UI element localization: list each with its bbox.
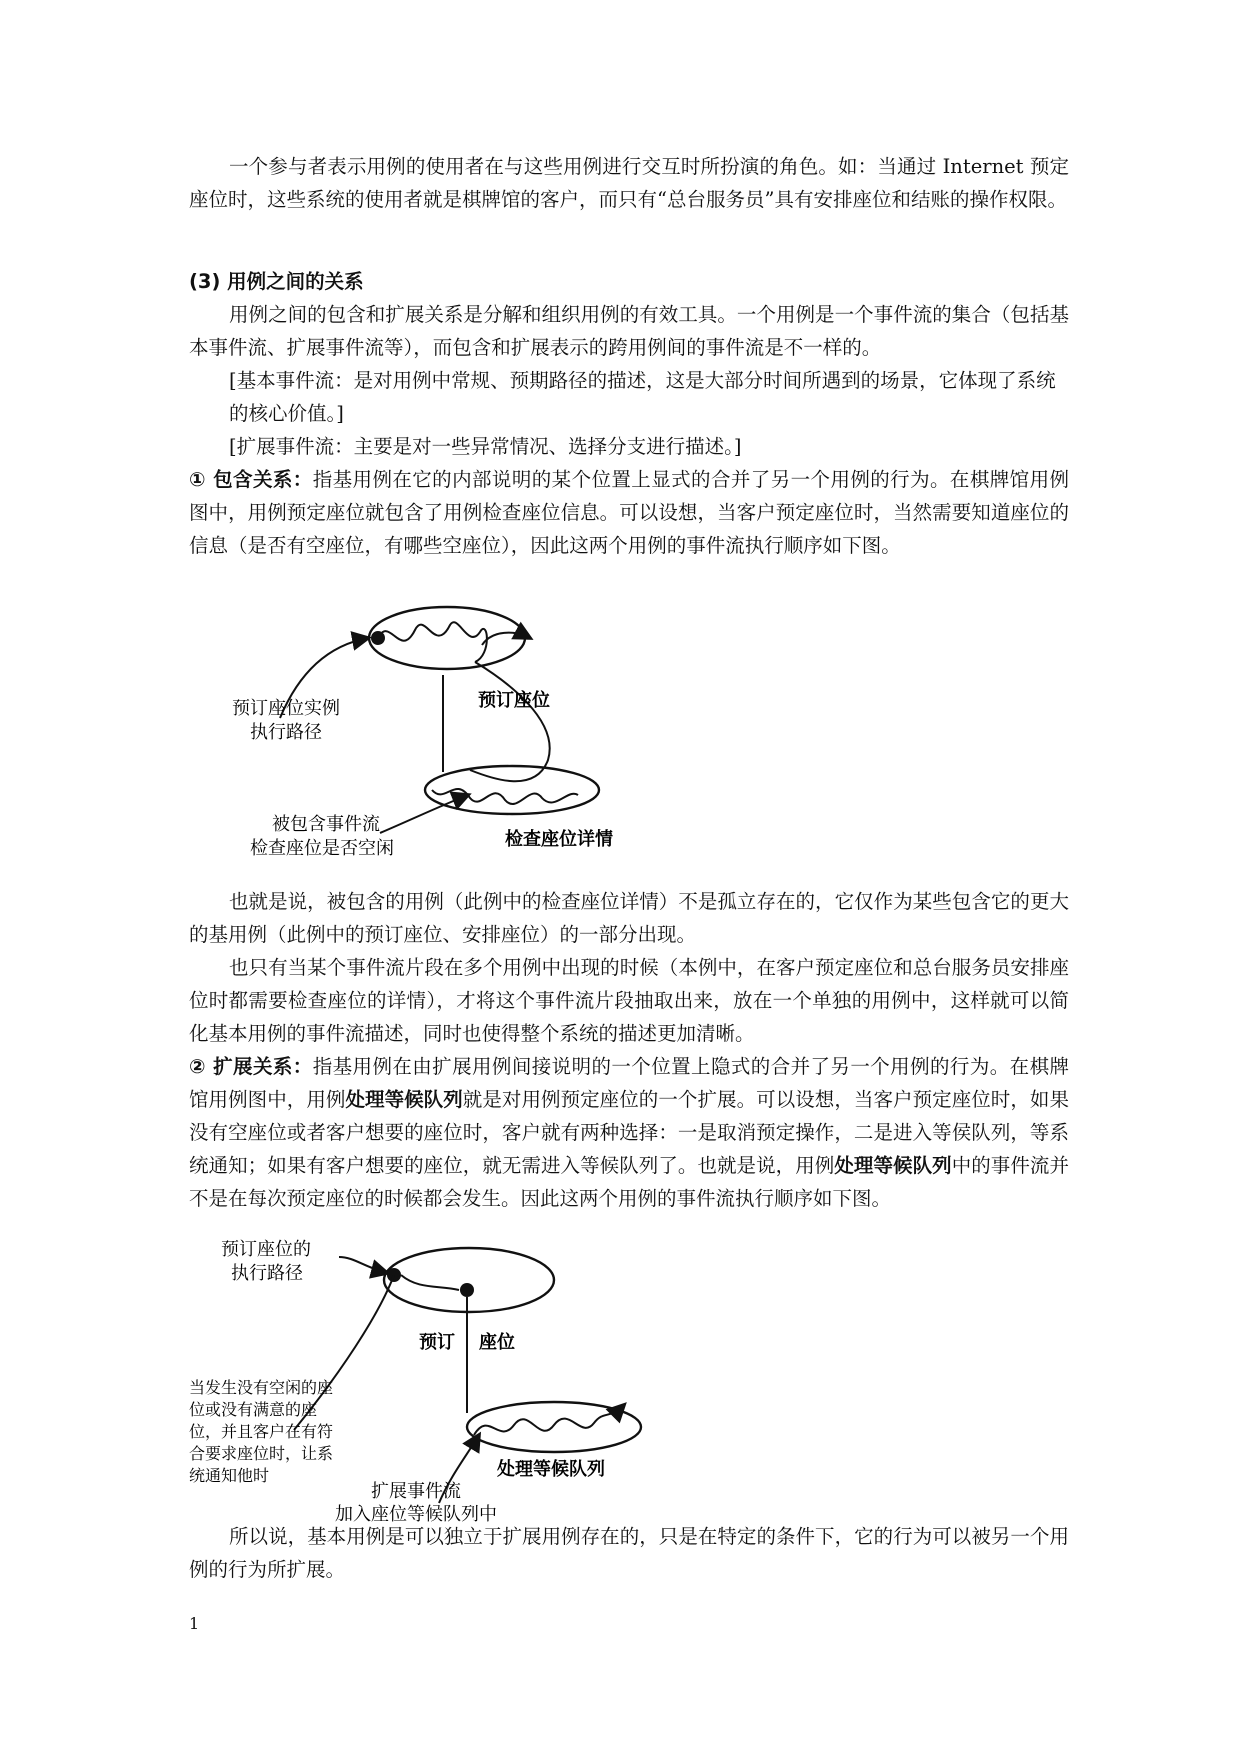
extend-text-3: 中的事件流并不是在每次预定座位的时候都会发生。因此这两个用例的事件流执行顺序如下图。: [189, 1154, 1069, 1210]
include-paragraph: [189, 463, 1069, 562]
included-label-2: 检查座位是否空闲: [250, 838, 394, 859]
base-usecase-label: 预订座位: [478, 690, 550, 711]
page-number: 1: [189, 1614, 200, 1633]
extended-flow-note: [扩展事件流：主要是对一些异常情况、选择分支进行描述。]: [229, 435, 742, 458]
outer-connector: [470, 662, 550, 781]
extension-usecase-label: 处理等候队列: [497, 1459, 605, 1480]
condition-line-2: 位或没有满意的座: [189, 1400, 318, 1419]
section-heading: (3) 用例之间的关系: [189, 270, 364, 293]
base-flow-path: [378, 622, 487, 662]
condition-line-5: 统通知他时: [189, 1466, 270, 1485]
included-label-1: 被包含事件流: [272, 814, 380, 835]
include-after-1: 也就是说，被包含的用例（此例中的检查座位详情）不是孤立存在的，它仅作为某些包含它的更大的基用例（此例中的预订座位、安排座位）的一部分出现。: [189, 890, 1069, 946]
included-usecase-label: 检查座位详情: [505, 829, 613, 850]
extend-diagram: [189, 1235, 669, 1525]
extend-term-2: 处理等候队列: [834, 1154, 952, 1177]
include-after-2: 也只有当某个事件流片段在多个用例中出现的时候（本例中，在客户预定座位和总台服务员安排座位时都需要检查座位的详情），才将这个事件流片段抽取出来，放在一个单独的用例中，这样就可以简化基本用例的事件流描述，同时也使得整个系统的描述更加清晰。: [189, 956, 1069, 1045]
included-flow-arrow: [380, 795, 468, 833]
instance-label-2: 执行路径: [250, 722, 322, 743]
relations-paragraph: 用例之间的包含和扩展关系是分解和组织用例的有效工具。一个用例是一个事件流的集合（包括基本事件流、扩展事件流等），而包含和扩展表示的跨用例间的事件流是不一样的。: [189, 303, 1069, 359]
extend-text-1: 指基用例在由扩展用例间接说明的一个位置上隐式的合并了另一个用例的行为。在棋牌馆用例图中，用例: [189, 1055, 1069, 1111]
ext-flow-label-1: 扩展事件流: [371, 1481, 461, 1502]
ext-flow-label-2: 加入座位等候队列中: [335, 1504, 497, 1525]
extension-point: [460, 1283, 474, 1297]
basic-flow-note: [基本事件流：是对用例中常规、预期路径的描述，这是大部分时间所遇到的场景，它体现了系统的核心价值。]: [229, 369, 1056, 425]
include-text: 指基用例在它的内部说明的某个位置上显式的合并了另一个用例的行为。在棋牌馆用例图中，用例预定座位就包含了用例检查座位信息。可以设想，当客户预定座位时，当然需要知道座位的信息（是否有空座位，有哪些空座位），因此这两个用例的事件流执行顺序如下图。: [189, 468, 1069, 557]
execution-path-arrow: [339, 1257, 387, 1273]
condition-line-1: 当发生没有空闲的座: [189, 1378, 334, 1397]
condition-line-3: 位，并且客户在有符: [189, 1422, 334, 1441]
base-flow-segment: [401, 1275, 459, 1290]
extend-paragraph: [189, 1050, 1069, 1215]
base-label-left: 预订: [419, 1332, 455, 1353]
extend-label: ② 扩展关系：: [189, 1055, 313, 1078]
extension-flow-path: [474, 1405, 624, 1435]
include-diagram: [230, 600, 710, 870]
path-label-2: 执行路径: [231, 1263, 303, 1284]
extend-term: 处理等候队列: [345, 1088, 463, 1111]
base-usecase-ellipse: [369, 607, 525, 669]
intro-paragraph: 一个参与者表示用例的使用者在与这些用例进行交互时所扮演的角色。如：当通过 Internet 预定座位时，这些系统的使用者就是棋牌馆的客户，而只有“总台服务员”具有安排座位和结账的操作权限。: [189, 155, 1069, 211]
extend-text-2: 就是对用例预定座位的一个扩展。可以设想，当客户预定座位时，如果没有空座位或者客户想要的座位时，客户就有两种选择：一是取消预定操作，二是进入等侯队列，等系统通知；如果有客户想要的座位，就无需进入等候队列了。也就是说，用例: [189, 1088, 1069, 1177]
base-label-right: 座位: [479, 1332, 515, 1353]
condition-line-4: 合要求座位时，让系: [189, 1444, 334, 1463]
conclusion-paragraph: 所以说，基本用例是可以独立于扩展用例存在的，只是在特定的条件下，它的行为可以被另一个用例的行为所扩展。: [189, 1525, 1069, 1581]
path-label-1: 预订座位的: [221, 1239, 311, 1260]
instance-label-1: 预订座位实例: [232, 698, 340, 719]
start-point: [371, 631, 385, 645]
include-label: ① 包含关系：: [189, 468, 313, 491]
